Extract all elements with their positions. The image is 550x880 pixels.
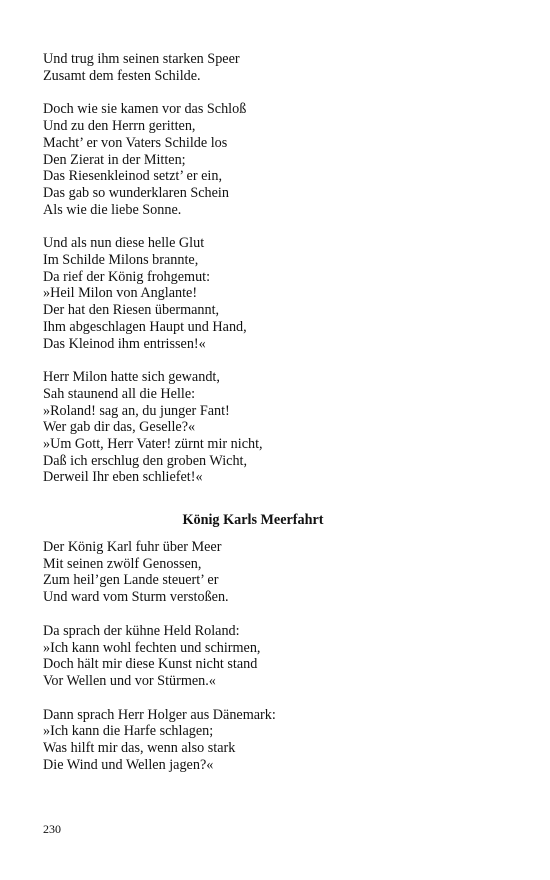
verse-line: Daß ich erschlug den groben Wicht,	[43, 452, 248, 469]
verse-line: Die Wind und Wellen jagen?«	[43, 756, 214, 773]
verse-line: Das Kleinod ihm entrissen!«	[43, 335, 206, 352]
verse-line: Als wie die liebe Sonne.	[43, 201, 182, 218]
verse-line: »Roland! sag an, du junger Fant!	[43, 402, 230, 419]
verse-line: »Ich kann wohl fechten und schirmen,	[43, 639, 261, 656]
verse-line: Dann sprach Herr Holger aus Dänemark:	[43, 706, 276, 723]
poem-continuation	[43, 51, 513, 503]
stanza-1	[43, 539, 513, 606]
verse-line: Mit seinen zwölf Genossen,	[43, 555, 202, 572]
verse-line: Und ward vom Sturm verstoßen.	[43, 589, 229, 606]
verse-line: Derweil Ihr eben schliefet!«	[43, 469, 203, 486]
verse-line: Herr Milon hatte sich gewandt,	[43, 369, 220, 386]
verse-line: Und trug ihm seinen starken Speer	[43, 51, 240, 67]
verse-line: Der König Karl fuhr über Meer	[43, 539, 222, 555]
poem-koenig-karls-meerfahrt	[43, 539, 513, 790]
verse-line: »Ich kann die Harfe schlagen;	[43, 723, 214, 740]
verse-line: Der hat den Riesen übermannt,	[43, 302, 220, 319]
verse-line: Wer gab dir das, Geselle?«	[43, 419, 196, 436]
stanza-2	[43, 623, 513, 690]
verse-line: Und als nun diese helle Glut	[43, 235, 205, 252]
verse-line: Doch wie sie kamen vor das Schloß	[43, 101, 247, 118]
verse-line: Doch hält mir diese Kunst nicht stand	[43, 656, 258, 673]
stanza-4	[43, 369, 513, 486]
stanza-2	[43, 101, 513, 218]
verse-line: Den Zierat in der Mitten;	[43, 151, 186, 168]
verse-line: Sah staunend all die Helle:	[43, 385, 196, 402]
verse-line: Und zu den Herrn geritten,	[43, 118, 196, 135]
verse-line: Was hilft mir das, wenn also stark	[43, 740, 236, 757]
verse-line: Da sprach der kühne Held Roland:	[43, 622, 240, 639]
verse-line: Das Riesenkleinod setzt’ er ein,	[43, 168, 222, 185]
verse-line: »Um Gott, Herr Vater! zürnt mir nicht,	[43, 436, 263, 453]
verse-line: Das gab so wunderklaren Schein	[43, 184, 229, 201]
stanza-3	[43, 235, 513, 352]
verse-line: Im Schilde Milons brannte,	[43, 252, 199, 269]
page-number: 230	[43, 822, 61, 836]
verse-line: Macht’ er von Vaters Schilde los	[43, 134, 228, 151]
verse-line: »Heil Milon von Anglante!	[43, 285, 198, 302]
stanza-1	[43, 51, 513, 84]
verse-line: Zum heil’gen Lande steuert’ er	[43, 572, 219, 589]
verse-line: Vor Wellen und vor Stürmen.«	[43, 672, 216, 689]
verse-line: Ihm abgeschlagen Haupt und Hand,	[43, 318, 247, 335]
verse-line: Da rief der König frohgemut:	[43, 268, 211, 285]
verse-line: Zusamt dem festen Schilde.	[43, 67, 201, 84]
poem-title: König Karls Meerfahrt	[182, 512, 324, 528]
stanza-3	[43, 707, 513, 774]
